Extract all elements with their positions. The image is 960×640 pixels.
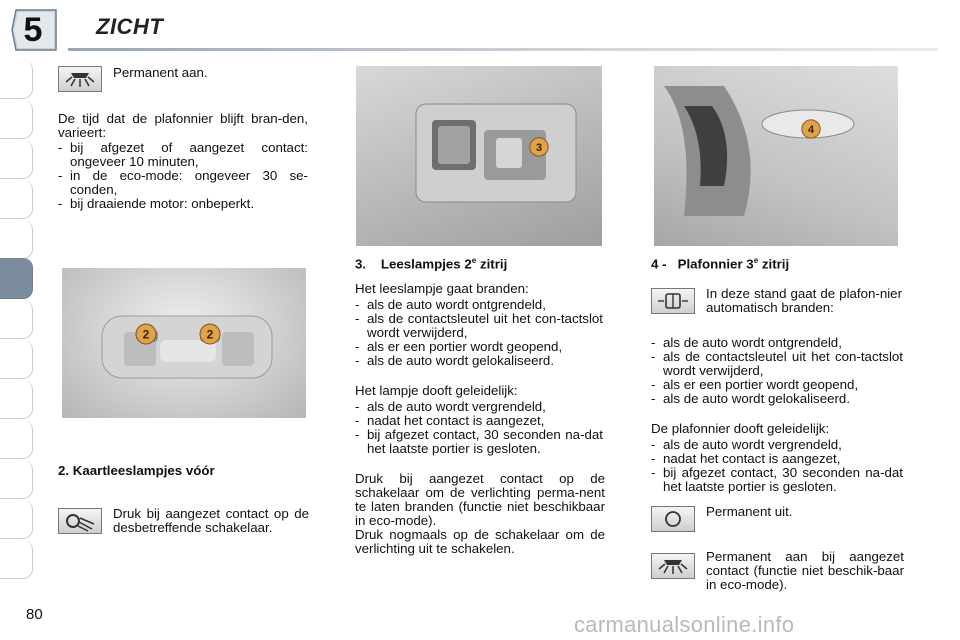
list-item: - als er een portier wordt geopend,: [651, 378, 903, 392]
list-item: - nadat het contact is aangezet,: [355, 414, 603, 428]
header-rule: [68, 48, 938, 51]
lamp-off-icon-box: [651, 506, 695, 532]
photo-front-map-lights: [62, 268, 306, 418]
ceiling-off-list: [651, 438, 903, 494]
chapter-tab[interactable]: [0, 180, 33, 219]
duration-intro: De tijd dat de plafonnier blijft bran-den, varieert:: [58, 111, 308, 140]
chapter-tab[interactable]: [0, 220, 33, 259]
list-item: - bij afgezet contact, 30 seconden na-dat het laatste portier is gesloten.: [355, 428, 603, 456]
instruction-para-2: Druk nogmaals op de schakelaar om de verlichting uit te schakelen.: [355, 527, 605, 556]
chapter-tab[interactable]: [0, 460, 33, 499]
list-item: - nadat het contact is aangezet,: [651, 452, 903, 466]
map-light-switch-icon-box: [58, 508, 102, 534]
chapter-tab[interactable]: [0, 300, 33, 339]
chapter-tab[interactable]: [0, 540, 33, 579]
section-2-title: 2. Kaartleeslampjes vóór: [58, 463, 215, 478]
section-4-title: 4 - Plafonnier 3e zitrij: [651, 256, 790, 272]
auto-text: In deze stand gaat de plafon-nier automatisch branden:: [706, 286, 902, 315]
svg-text:3: 3: [535, 142, 543, 155]
off-intro: Het lampje dooft geleidelijk:: [355, 383, 518, 398]
page-title: ZICHT: [96, 14, 164, 39]
lamp-auto-icon-box: [651, 288, 695, 314]
list-item: - als de auto wordt gelokaliseerd.: [355, 354, 603, 368]
chapter-tab[interactable]: [0, 380, 33, 419]
duration-list: [58, 141, 308, 211]
photo-third-row-ceiling-light: [654, 66, 898, 246]
list-item: - als de contactsleutel uit het con-tactslot wordt verwijderd,: [651, 350, 903, 378]
lamp-off-icon: [652, 507, 694, 531]
page-number: 80: [26, 606, 43, 623]
chapter-number: 5: [23, 11, 43, 49]
list-item: - als de auto wordt gelokaliseerd.: [651, 392, 903, 406]
permanent-on-contact-text: Permanent aan bij aangezet contact (functie niet beschik-baar in eco-mode).: [706, 549, 904, 592]
list-item: - als de auto wordt ontgrendeld,: [355, 298, 603, 312]
callout-4: [800, 118, 822, 140]
burn-list: [355, 298, 603, 368]
ceiling-light-illustration: [654, 66, 898, 246]
callout-3: [528, 136, 550, 158]
list-item: - als de auto wordt ontgrendeld,: [651, 336, 903, 350]
chapter-tab[interactable]: [0, 340, 33, 379]
off-list: [355, 400, 603, 456]
list-item: - bij afgezet contact, 30 seconden na-dat het laatste portier is gesloten.: [651, 466, 903, 494]
list-item: - bij afgezet of aangezet contact: ongeveer 10 minuten,: [58, 141, 308, 169]
instruction-para-1: Druk bij aangezet contact op de schakelaar om de verlichting perma-nent te laten branden (functie niet beschikbaar in eco-mode).: [355, 471, 605, 528]
section-3-title: 3. Leeslampjes 2e zitrij: [355, 256, 508, 272]
chapter-tab-active[interactable]: [0, 258, 33, 299]
list-item: - als de auto wordt vergrendeld,: [651, 438, 903, 452]
svg-text:4: 4: [807, 124, 815, 137]
chapter-tab[interactable]: [0, 60, 33, 99]
lamp-auto-icon: [652, 289, 694, 313]
list-item: - bij draaiende motor: onbeperkt.: [58, 197, 308, 211]
list-item: - in de eco-mode: ongeveer 30 se-conden,: [58, 169, 308, 197]
photo-second-row-lights: [356, 66, 602, 246]
lamp-on-icon: [59, 67, 101, 91]
chapter-tab[interactable]: [0, 140, 33, 179]
reading-lights-illustration: [356, 66, 602, 246]
list-item: - als er een portier wordt geopend,: [355, 340, 603, 354]
ceiling-off-intro: De plafonnier dooft geleidelijk:: [651, 421, 830, 436]
list-item: - als de contactsleutel uit het con-tactslot wordt verwijderd,: [355, 312, 603, 340]
auto-burn-list: [651, 336, 903, 406]
burn-intro: Het leeslampje gaat branden:: [355, 281, 529, 296]
lamp-on-icon: [652, 554, 694, 578]
map-light-switch-icon: [59, 509, 101, 533]
watermark: carmanualsonline.info: [574, 612, 795, 637]
list-item: - als de auto wordt vergrendeld,: [355, 400, 603, 414]
chapter-tab[interactable]: [0, 500, 33, 539]
chapter-tabs: [0, 60, 34, 580]
lamp-on-contact-icon-box: [651, 553, 695, 579]
lamp-on-icon-box: [58, 66, 102, 92]
svg-text:2: 2: [142, 327, 150, 342]
section-2-text: Druk bij aangezet contact op de desbetreffende schakelaar.: [113, 506, 309, 535]
callout-2-left: [134, 322, 158, 346]
svg-text:2: 2: [206, 327, 214, 342]
chapter-tab[interactable]: [0, 100, 33, 139]
map-lights-illustration: [62, 268, 306, 418]
callout-2-right: [198, 322, 222, 346]
permanent-on-text: Permanent aan.: [113, 65, 208, 80]
permanent-off-text: Permanent uit.: [706, 504, 793, 519]
chapter-tab[interactable]: [0, 420, 33, 459]
